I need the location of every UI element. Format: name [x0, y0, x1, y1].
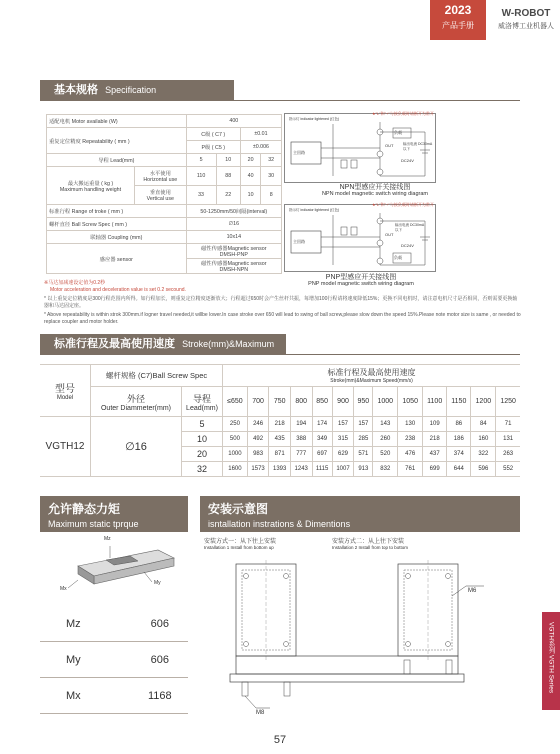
lead-header-cn: 导程: [192, 393, 211, 404]
note-2: * Above repeatability is within strok 300mm.if logner travel needed,it willbe lower.In case stroke over 650 will lead to swing of ball screw,please slow down the speed 15%.Please note motor size is same , or needed to replace coupler and motor holder.: [44, 312, 521, 325]
brand-logo: [494, 8, 558, 31]
spec-weight-label-en: Maximum handling weight: [59, 186, 122, 193]
torque-value: 1168: [132, 678, 188, 714]
spec-screw-value: ∅16: [186, 218, 281, 231]
spec-motor-value: 400: [186, 115, 281, 128]
speed-cell: 697: [312, 447, 332, 462]
spec-lead-label: 导程 Lead(mm): [47, 154, 187, 167]
speed-cell: 349: [312, 432, 332, 447]
axis-label-mz: Mz: [104, 536, 111, 542]
spec-lead-value: 5: [186, 154, 216, 167]
speed-cell: 143: [373, 417, 398, 432]
speed-cell: 246: [247, 417, 269, 432]
speed-cell: 388: [290, 432, 312, 447]
install-method-2-en: Installation 2 Install from top to bottom: [332, 545, 409, 550]
speed-cell: 492: [247, 432, 269, 447]
speed-cell: 871: [269, 447, 291, 462]
npn-caption-cn: NPN型感应开关接线图: [339, 184, 411, 191]
torque-name: Mz: [40, 606, 132, 642]
stroke-header-cell: 850: [312, 387, 332, 417]
pnp-main-circuit-label: 主回路: [293, 239, 305, 244]
pnp-circuit-graphic: [285, 205, 435, 271]
spec-sensor-pnp: [186, 244, 281, 259]
speed-cell: 552: [496, 462, 520, 477]
install-method-1-cn: 安装方式一：从下往上安装: [204, 539, 277, 545]
speed-cell: 157: [354, 417, 373, 432]
speed-cell: 238: [398, 432, 423, 447]
outer-header-en: Outer Diammeter(mm): [100, 404, 171, 412]
speed-cell: 629: [332, 447, 354, 462]
speed-cell: 131: [496, 432, 520, 447]
npn-main-circuit-label: 主回路: [293, 150, 305, 155]
speed-cell: 84: [471, 417, 496, 432]
axis-label-my: My: [154, 580, 161, 586]
torque-title-en: Maximum static tprque: [48, 519, 139, 529]
npn-caption-en: NPN model magnetic switch wiring diagram: [321, 191, 429, 197]
outer-header-cn: 外径: [126, 393, 145, 404]
series-tab-text: VGTH系列 VGTH Series: [547, 622, 555, 694]
install-method-1-en: Installation 1 Install from bottom up: [204, 545, 274, 550]
spec-screw-label: 螺杆直径 Ball Screw Spec ( mm ): [47, 218, 187, 231]
page-number: 57: [273, 734, 287, 746]
stroke-section-title: [40, 334, 286, 369]
speed-cell: 86: [447, 417, 471, 432]
model-header-cn: 型号: [55, 384, 75, 395]
lead-header-en: Lead(mm): [186, 404, 218, 412]
npn-wiring-diagram: [284, 113, 436, 183]
install-title-cn: 安装示意图: [208, 502, 269, 516]
outer-diameter-header: [91, 387, 182, 417]
speed-cell: 1007: [332, 462, 354, 477]
speed-cell: 194: [290, 417, 312, 432]
pnp-voltage-label: DC24V: [401, 243, 414, 248]
spec-vertical-value: 10: [240, 186, 261, 205]
axis-label-mx: Mx: [60, 586, 67, 592]
spec-horizontal-en: Horizontal use: [143, 177, 178, 183]
spec-table: [46, 114, 282, 274]
lead-cell: 10: [182, 432, 223, 447]
npn-indicator-label: 指示灯 indicator lightened (红色): [289, 117, 340, 121]
pnp-output-current-label: 输出电流 DC30mA以下: [395, 223, 425, 232]
npn-output-current-label: 输出电流 DC30mA以下: [403, 142, 433, 151]
speed-header: [223, 365, 521, 387]
stroke-header-cell: ≤650: [223, 387, 248, 417]
speed-cell: 250: [223, 417, 248, 432]
spec-horizontal-value: 88: [216, 167, 240, 186]
stroke-header-cell: 700: [247, 387, 269, 417]
spec-sensor-npn-cn: 磁性传感器Magnetic sensor: [201, 261, 267, 267]
spec-vertical-value: 8: [261, 186, 282, 205]
install-method-2-cn: 安装方式二：从上往下安装: [332, 539, 405, 545]
pnp-caption-cn: PNP型感应开关接线图: [325, 274, 397, 281]
npn-load-label: 负载: [394, 130, 402, 135]
screw-spec-header: 螺杆规格 (C7)Ball Screw Spec: [91, 365, 223, 387]
pnp-wiring-diagram: [284, 204, 436, 272]
speed-cell: 1243: [290, 462, 312, 477]
speed-cell: 160: [471, 432, 496, 447]
spec-horizontal-value: 30: [261, 167, 282, 186]
npn-relay-note: ★"L"和"+"与接负载时请断开为常开: [372, 111, 434, 116]
spec-repeat-label: 重复定位精度 Repeatability ( mm ): [47, 128, 187, 154]
npn-out-label: OUT: [385, 143, 394, 148]
series-side-tab: [542, 612, 560, 710]
lead-cell: 5: [182, 417, 223, 432]
torque-name: Mx: [40, 678, 132, 714]
pnp-indicator-label: 指示灯 indicator lightened (红色): [289, 208, 340, 212]
spec-vertical-value: 22: [216, 186, 240, 205]
spec-horizontal-value: 40: [240, 167, 261, 186]
stroke-header-cell: 1200: [471, 387, 496, 417]
stroke-header-cell: 1250: [496, 387, 520, 417]
note-1: * 以上重复定位精度是300行程范围内所得。如行程加长，则重复定位精度逐渐放大；行程超过650时会产生丝杆共振，每增加100行程请将速度降低15%；更换不同电机时，请注意电机尺寸是否相同，否则需要更换轴器和马达固定座。: [44, 296, 518, 309]
spec-sensor-label: 感应器 sensor: [47, 244, 187, 274]
speed-cell: 218: [423, 432, 447, 447]
note-red-en: Motor acceleration and deceleration value is set 0.2 secound.: [50, 287, 186, 293]
stroke-header-cell: 900: [332, 387, 354, 417]
spec-section-title: [40, 80, 234, 100]
spec-sensor-npn: [186, 259, 281, 274]
speed-cell: 1573: [247, 462, 269, 477]
spec-sensor-npn-en: DMSH-NPN: [219, 267, 249, 273]
spec-repeat-p-grade: P级 ( C5 ): [186, 141, 240, 154]
torque-value: 606: [132, 642, 188, 678]
speed-cell: 832: [373, 462, 398, 477]
spec-coupling-label: 联轴器 Coupling (mm): [47, 231, 187, 244]
spec-motor-label: 适配电机 Motor available (W): [47, 115, 187, 128]
spec-repeat-p-value: ±0.006: [240, 141, 281, 154]
torque-section-title: [40, 496, 188, 532]
speed-cell: 186: [447, 432, 471, 447]
lead-cell: 32: [182, 462, 223, 477]
pnp-relay-note: ★"L"和"+"与接负载时请断开为常开: [372, 202, 434, 207]
note-red-cn: ※马达加减速设定值为0.2秒: [44, 280, 106, 286]
spec-horizontal-value: 110: [186, 167, 216, 186]
speed-cell: 571: [354, 447, 373, 462]
stroke-header-cell: 1100: [423, 387, 447, 417]
brand-name-cn: 威洛博工业机器人: [498, 23, 554, 30]
speed-cell: 263: [496, 447, 520, 462]
speed-header-en: Stroke(mm)&Maximum Speed(mm/s): [330, 378, 413, 384]
torque-axis-diagram: [48, 536, 188, 600]
model-value: VGTH12: [40, 417, 91, 477]
pnp-caption-en: PNP model magnetic switch wiring diagram: [308, 281, 414, 287]
speed-cell: 157: [332, 417, 354, 432]
slide-axis-graphic: [48, 536, 188, 600]
speed-cell: 777: [290, 447, 312, 462]
speed-cell: 644: [447, 462, 471, 477]
spec-stroke-label: 标准行程 Range of troke ( mm ): [47, 205, 187, 218]
spec-horizontal-label: [134, 167, 186, 186]
stroke-header-cell: 1050: [398, 387, 423, 417]
stroke-header-cell: 1000: [373, 387, 398, 417]
speed-cell: 476: [398, 447, 423, 462]
speed-cell: 374: [447, 447, 471, 462]
speed-cell: 437: [423, 447, 447, 462]
speed-cell: 1600: [223, 462, 248, 477]
stroke-header-cell: 950: [354, 387, 373, 417]
install-method-2: [332, 536, 408, 550]
spec-weight-label-cn: 最大搬运重量 ( kg ): [67, 180, 114, 187]
install-section-title: [200, 496, 520, 532]
spec-sensor-pnp-en: DMSH-PNP: [219, 252, 248, 258]
torque-name: My: [40, 642, 132, 678]
spec-weight-label: [47, 167, 135, 205]
spec-vertical-cn: 垂直使用: [149, 190, 171, 196]
spec-divider: [40, 100, 520, 101]
year-text: 2023: [444, 3, 472, 17]
lead-cell: 20: [182, 447, 223, 462]
speed-cell: 174: [312, 417, 332, 432]
stroke-header-cell: 750: [269, 387, 291, 417]
speed-cell: 218: [269, 417, 291, 432]
spec-repeat-c-value: ±0.01: [240, 128, 281, 141]
speed-cell: 315: [332, 432, 354, 447]
install-method-1: [204, 536, 276, 550]
speed-cell: 322: [471, 447, 496, 462]
brand-name: W-ROBOT: [501, 8, 551, 19]
lead-header: [182, 387, 223, 417]
install-drawing: [200, 556, 520, 726]
speed-cell: 1115: [312, 462, 332, 477]
stroke-header-cell: 800: [290, 387, 312, 417]
manual-text: 产品手册: [442, 21, 474, 30]
speed-cell: 500: [223, 432, 248, 447]
model-header-en: Model: [56, 395, 74, 401]
torque-table: [40, 606, 188, 714]
speed-header-cn: 标准行程及最高使用速度: [327, 368, 416, 377]
spec-horizontal-cn: 水平使用: [149, 171, 171, 177]
torque-title-cn: 允许静态力矩: [48, 502, 121, 516]
speed-cell: 761: [398, 462, 423, 477]
pnp-load-label: 负载: [394, 255, 402, 260]
spec-vertical-value: 33: [186, 186, 216, 205]
speed-cell: 130: [398, 417, 423, 432]
spec-stroke-value: 50-1250mm/50间隔(interval): [186, 205, 281, 218]
speed-cell: 1393: [269, 462, 291, 477]
label-m6: M6: [468, 588, 477, 594]
speed-cell: 285: [354, 432, 373, 447]
spec-lead-value: 10: [216, 154, 240, 167]
pnp-out-label: OUT: [385, 232, 394, 237]
speed-cell: 109: [423, 417, 447, 432]
speed-cell: 435: [269, 432, 291, 447]
spec-lead-value: 20: [240, 154, 261, 167]
spec-lead-value: 32: [261, 154, 282, 167]
npn-voltage-label: DC24V: [401, 158, 414, 163]
diameter-value: ∅16: [91, 417, 182, 477]
spec-title-cn: 基本规格: [54, 84, 98, 96]
torque-value: 606: [132, 606, 188, 642]
stroke-title-en: Stroke(mm)&Maximum Speed(mm/s): [54, 339, 275, 369]
spec-coupling-value: 10x14: [186, 231, 281, 244]
speed-cell: 913: [354, 462, 373, 477]
stroke-speed-table: [40, 364, 520, 477]
speed-cell: 1000: [223, 447, 248, 462]
stroke-divider: [40, 354, 520, 355]
speed-cell: 71: [496, 417, 520, 432]
stroke-header-cell: 1150: [447, 387, 471, 417]
spec-sensor-pnp-cn: 磁性传感器Magnetic sensor: [201, 246, 267, 252]
speed-cell: 520: [373, 447, 398, 462]
install-dimension-graphic: [200, 556, 520, 726]
spec-title-en: Specification: [105, 85, 157, 95]
stroke-title-cn: 标准行程及最高使用速度: [54, 338, 175, 350]
speed-cell: 260: [373, 432, 398, 447]
speed-cell: 983: [247, 447, 269, 462]
spec-vertical-label: [134, 186, 186, 205]
model-header: [40, 365, 91, 417]
spec-repeat-c-grade: C级 ( C7 ): [186, 128, 240, 141]
speed-cell: 699: [423, 462, 447, 477]
label-m8: M8: [256, 710, 265, 716]
install-title-en: isntallation instrations & Dimentions: [208, 519, 351, 529]
speed-cell: 596: [471, 462, 496, 477]
year-badge: [430, 0, 486, 40]
spec-vertical-en: Vertical use: [146, 196, 174, 202]
